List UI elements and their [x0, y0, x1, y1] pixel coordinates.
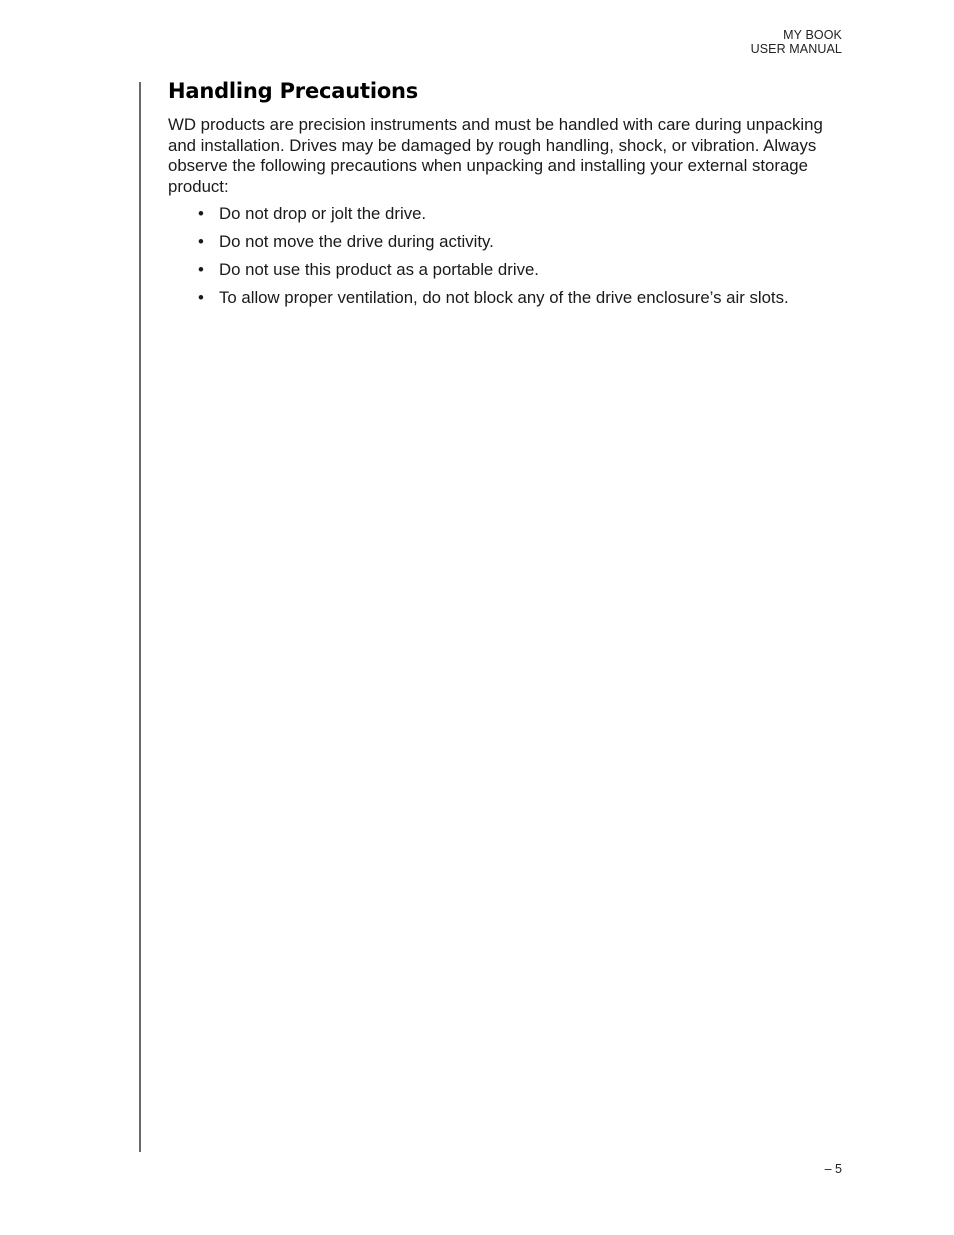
bullet-icon: •: [198, 260, 204, 279]
running-header: [751, 28, 842, 56]
intro-paragraph: WD products are precision instruments and must be handled with care during unpacking and installation. Drives may be damaged by rough handling, shock, or vibration. Always observe the following precautions when unpacking and installing your external storage product:: [168, 115, 823, 196]
page-content: [168, 77, 848, 316]
precautions-list: [168, 204, 848, 308]
bullet-icon: •: [198, 288, 204, 307]
bullet-icon: •: [198, 204, 204, 223]
bullet-icon: •: [198, 232, 204, 251]
header-product-name: MY BOOK: [783, 28, 842, 42]
list-item: [168, 288, 848, 308]
list-item-text: To allow proper ventilation, do not block any of the drive enclosure’s air slots.: [219, 288, 789, 307]
margin-rule: [139, 82, 141, 1152]
list-item-text: Do not move the drive during activity.: [219, 232, 494, 251]
list-item: [168, 260, 848, 280]
section-title: Handling Precautions: [168, 79, 419, 103]
list-item-text: Do not use this product as a portable drive.: [219, 260, 539, 279]
list-item: [168, 232, 848, 252]
list-item-text: Do not drop or jolt the drive.: [219, 204, 427, 223]
header-document-type: USER MANUAL: [750, 42, 842, 56]
list-item: [168, 204, 848, 224]
page-number: – 5: [824, 1162, 842, 1176]
